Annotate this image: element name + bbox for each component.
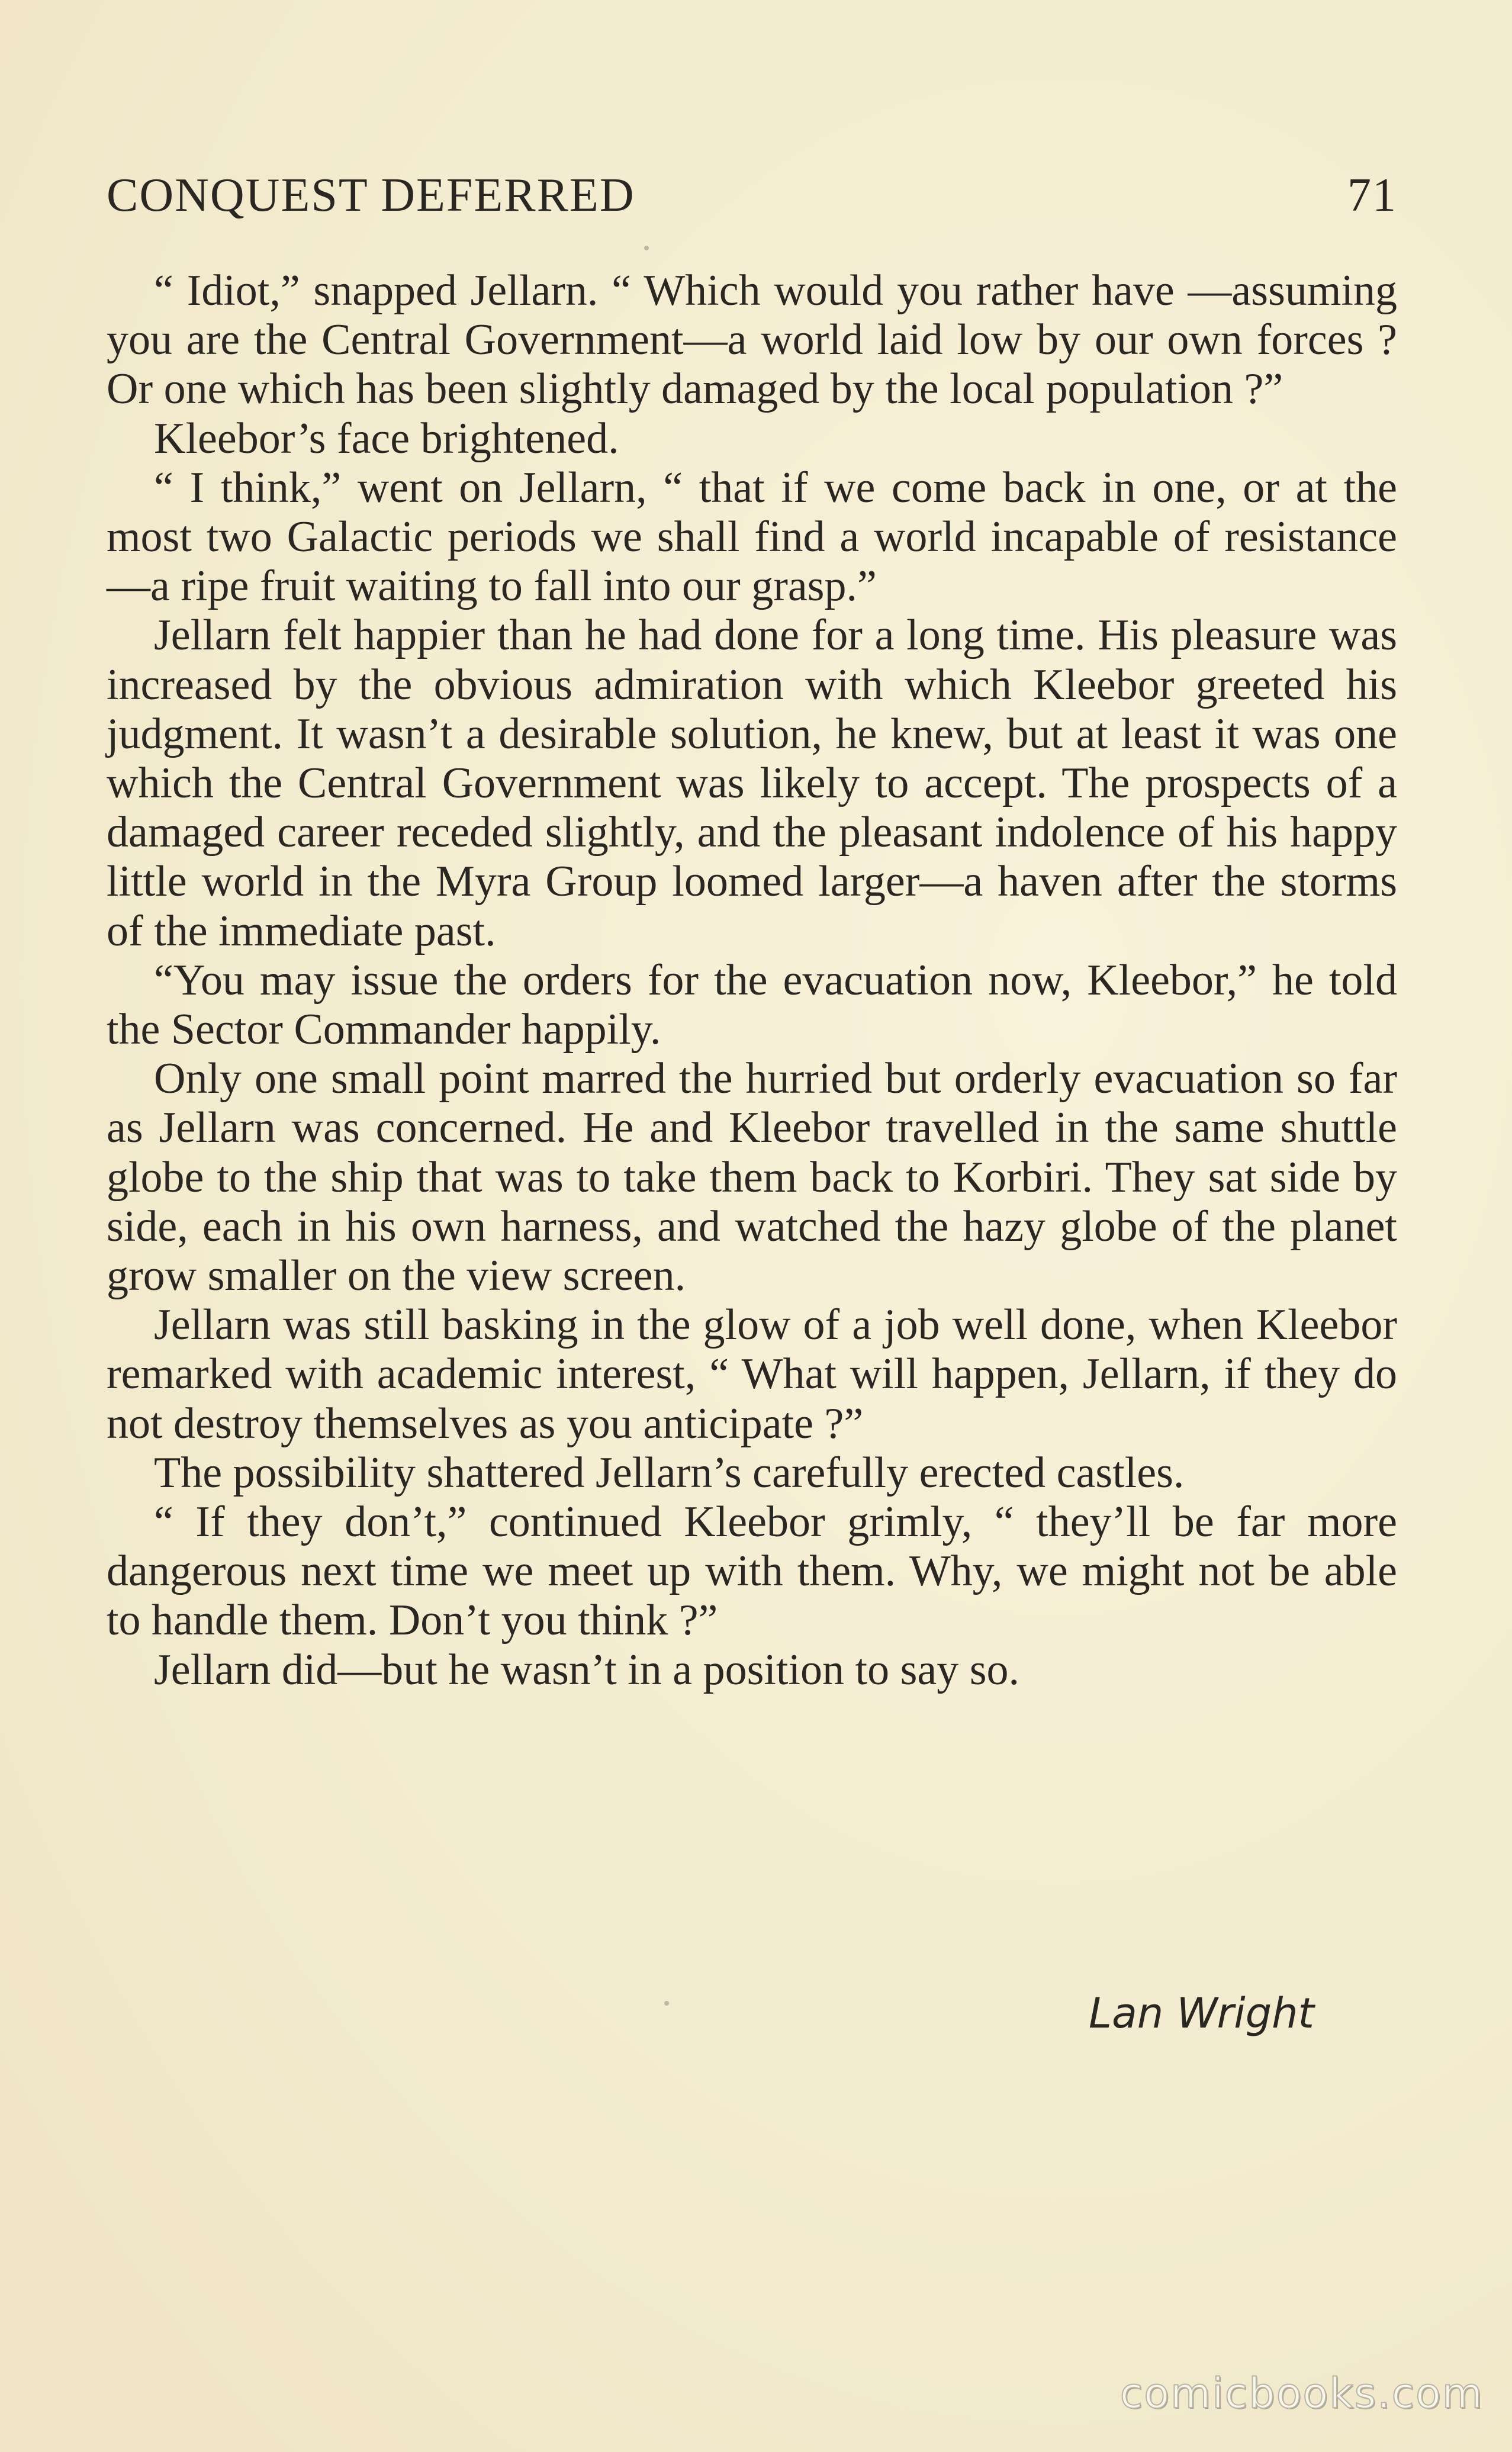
chapter-title: CONQUEST DEFERRED — [107, 169, 635, 221]
page-number: 71 — [1347, 169, 1397, 221]
running-head — [107, 169, 1397, 223]
paragraph: “ If they don’t,” continued Kleebor grimly, “ they’ll be far more dangerous next time we meet up with them. Why, we might not be able to handle them. Don’t you think ?” — [107, 1498, 1397, 1645]
paragraph: “ I think,” went on Jellarn, “ that if we come back in one, or at the most two Galactic periods we shall find a world incapable of resistance—a ripe fruit waiting to fall into our grasp.” — [107, 463, 1397, 611]
paragraph: Jellarn felt happier than he had done for a long time. His pleasure was increased by the obvious admiration with which Kleebor greeted his judgment. It wasn’t a desirable solution, he knew, but at least it was one which the Central Government was likely to accept. The prospects of a damaged career receded slightly, and the pleasant indolence of his happy little world in the Myra Group loomed larger—a haven after the storms of the immediate past. — [107, 611, 1397, 955]
print-speck — [664, 2001, 669, 2006]
paragraph: “ Idiot,” snapped Jellarn. “ Which would you rather have —assuming you are the Central Government—a world laid low by our own forces ? Or one which has been slightly damaged by the local population ?” — [107, 266, 1397, 414]
paragraph: Jellarn did—but he wasn’t in a position to say so. — [154, 1645, 1020, 1694]
paragraph: The possibility shattered Jellarn’s carefully erected castles. — [154, 1448, 1185, 1497]
paragraph: Only one small point marred the hurried but orderly evacuation so far as Jellarn was concerned. He and Kleebor travelled in the same shuttle globe to the ship that was to take them back to Korbiri. They sat side by side, each in his own harness, and watched the hazy globe of the planet grow smaller on the view screen. — [107, 1054, 1397, 1301]
paragraph: Kleebor’s face brightened. — [154, 414, 619, 463]
author-byline: Lan Wright — [1089, 1989, 1314, 2038]
paragraph: Jellarn was still basking in the glow of a job well done, when Kleebor remarked with academic interest, “ What will happen, Jellarn, if they do not destroy themselves as you anticipate ?” — [107, 1301, 1397, 1448]
body-text — [107, 266, 1397, 1695]
watermark: comicbooks.com — [1119, 2369, 1484, 2418]
print-speck — [644, 246, 649, 250]
paragraph: “You may issue the orders for the evacuation now, Kleebor,” he told the Sector Commander happily. — [107, 955, 1397, 1054]
